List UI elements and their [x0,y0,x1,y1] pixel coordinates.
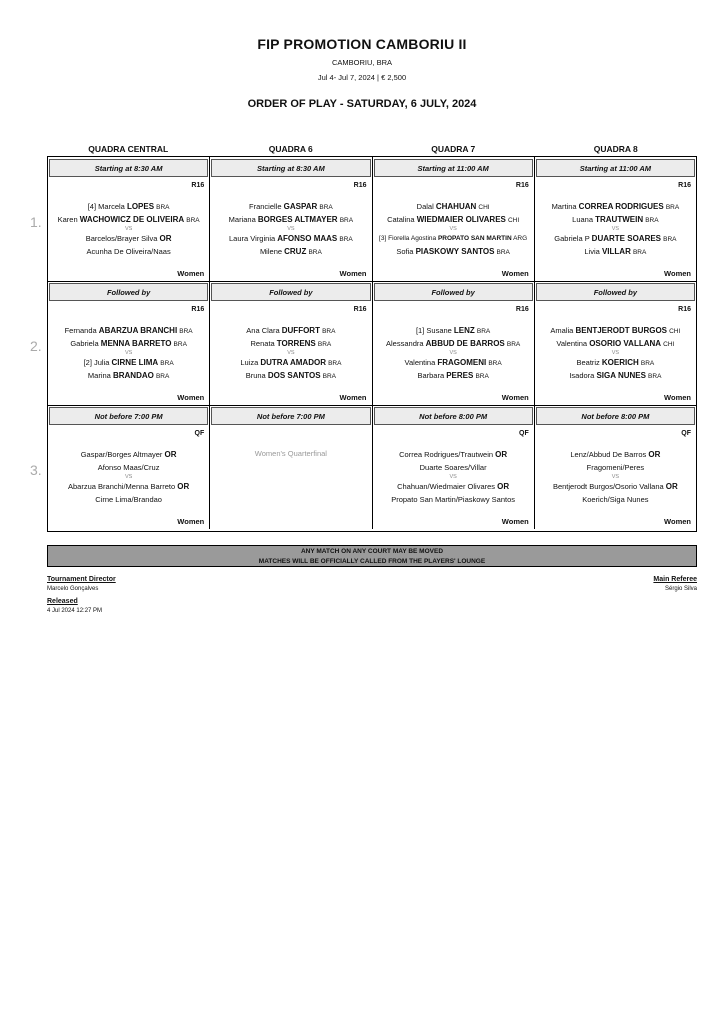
team-line [48,494,209,507]
player-first-name: Bruna [245,370,266,380]
team-line [48,449,209,462]
round-label: QF [681,430,691,437]
referee-name: Sérgio Silva [664,586,697,592]
placeholder-note: Women's Quarterfinal [254,449,327,458]
round-label: QF [519,430,529,437]
team-names: Fragomeni/Peres [586,462,645,472]
player-first-name: Milene [259,246,283,256]
player-country: BRA [476,328,491,335]
player-line [210,201,371,214]
start-time: Followed by [374,283,533,301]
team-line [373,462,534,475]
player-country: ARG [513,235,528,242]
row-number: 3. [30,462,42,478]
player-last-name: DUARTE SOARES [591,234,662,243]
start-time: Starting at 11:00 AM [536,159,695,177]
player-first-name: Ana Clara [246,326,280,335]
player-last-name: AFONSO MAAS [277,234,338,243]
match-lines [535,201,696,258]
player-country: BRA [339,216,354,224]
player-line [535,246,696,259]
player-line [210,370,371,383]
player-country: BRA [319,204,333,211]
player-line [210,246,371,259]
match-cell [48,405,210,529]
player-line [48,357,209,370]
match-cell [210,405,372,529]
player-first-name: Livia [584,246,600,256]
category-label: Women [501,393,529,402]
player-first-name: Julia [94,358,110,367]
or-label: OR [164,450,177,459]
player-first-name: Francielle [249,202,282,211]
or-label: OR [648,450,661,459]
row-number: 2. [30,338,42,354]
team-names: Bentjerodt Burgos/Osorio Vallana [552,482,664,491]
player-first-name: Fiorella Agostina [388,235,437,242]
player-line [373,370,534,383]
player-first-name: Karen [57,214,78,224]
player-line [48,370,209,383]
tournament-location: CAMBORIU, BRA [331,58,392,67]
player-country: BRA [475,372,489,380]
category-label: Women [501,517,529,526]
director-name: Marcelo Gonçalves [47,586,99,592]
team-names: Koerich/Siga Nunes [582,494,649,504]
team-line [535,462,696,475]
player-last-name: ABBUD DE BARROS [425,338,505,348]
or-label: OR [665,482,678,491]
round-label: R16 [678,306,691,313]
team-names: Afonso Maas/Cruz [97,462,160,472]
player-first-name: Dalal [416,202,434,211]
player-country: BRA [328,360,342,367]
player-seed: [1] [415,326,425,335]
match-lines [48,325,209,382]
team-line [373,481,534,494]
player-first-name: Gabriela [70,338,99,348]
schedule-row [48,281,696,405]
category-label: Women [177,393,205,402]
round-label: R16 [191,182,205,189]
player-first-name: Susane [426,326,452,335]
start-time: Not before 8:00 PM [374,407,533,425]
match-lines [48,201,209,258]
player-first-name: Barbara [417,370,445,380]
match-cell [48,157,210,281]
player-last-name: DUFFORT [281,326,320,335]
team-names: Lenz/Abbud De Barros [570,450,647,459]
start-time: Starting at 11:00 AM [374,159,533,177]
player-last-name: SIGA NUNES [596,370,646,380]
match-lines [210,325,371,382]
player-first-name: Gabriela P [554,234,590,243]
footer-left [47,576,116,614]
player-country: CHI [507,216,520,224]
match-lines [210,201,371,258]
start-time: Followed by [49,283,208,301]
referee-label: Main Referee [653,576,697,583]
player-last-name: PIASKOWY SANTOS [415,246,495,256]
match-cell [210,157,372,281]
player-last-name: VILLAR [601,246,631,256]
court-headers [47,144,697,154]
player-first-name: Sofia [396,246,414,256]
vs-label: VS [124,474,133,480]
player-country: BRA [339,236,353,243]
team-names: Propato San Martin/Piaskowy Santos [391,494,516,504]
player-first-name: Catalina [387,214,415,224]
player-last-name: GASPAR [283,202,318,211]
player-country: BRA [308,248,322,256]
player-last-name: BORGES ALTMAYER [257,214,338,224]
category-label: Women [339,393,367,402]
player-line [48,201,209,214]
player-last-name: DOS SANTOS [267,370,321,380]
player-country: BRA [506,340,521,348]
player-line [373,338,534,351]
team-names: Correa Rodrigues/Trautwein [399,450,494,459]
player-line [535,214,696,227]
footer-right [653,576,697,592]
match-cell [373,157,535,281]
player-last-name: LOPES [126,202,155,211]
round-label: R16 [515,306,529,313]
player-country: BRA [179,328,193,335]
match-lines [373,201,534,258]
player-country: BRA [322,372,337,380]
player-line [535,325,696,338]
vs-label: VS [449,474,457,480]
or-label: OR [497,482,510,491]
player-last-name: BRANDAO [112,370,154,380]
player-last-name: MENNA BARRETO [100,338,172,348]
player-first-name: Fernanda [64,326,97,335]
match-cell [373,405,535,529]
court-header: QUADRA 6 [268,144,313,154]
or-label: OR [177,482,190,491]
player-last-name: KOERICH [601,358,639,367]
player-first-name: Beatriz [576,358,600,367]
round-label: QF [194,430,205,437]
team-names: Acunha De Oliveira/Naas [86,246,171,256]
player-first-name: Amalia [550,326,574,335]
round-label: R16 [515,182,529,189]
round-label: R16 [191,306,205,313]
court-header: QUADRA 7 [431,144,476,154]
category-label: Women [501,269,529,278]
match-cell [48,281,210,405]
player-last-name: WIEDMAIER OLIVARES [416,214,506,224]
player-country: BRA [645,216,659,224]
start-time: Starting at 8:30 AM [49,159,208,177]
player-last-name: LENZ [453,326,475,335]
match-lines [373,449,534,506]
match-cell [535,157,696,281]
player-country: CHI [669,328,681,335]
player-line [373,325,534,338]
player-last-name: TRAUTWEIN [595,214,644,224]
player-country: BRA [496,248,510,256]
player-country: BRA [173,340,187,348]
player-seed: [3] [379,235,387,242]
row-number: 1. [30,214,42,230]
team-line [373,449,534,462]
player-first-name: Luana [572,214,594,224]
player-line [373,201,534,214]
player-line [210,214,371,227]
vs-label: VS [124,226,133,232]
player-country: BRA [155,372,170,380]
player-country: CHI [478,204,490,211]
player-country: BRA [640,360,655,367]
match-lines [535,325,696,382]
player-line [210,325,371,338]
player-last-name: CHAHUAN [435,202,477,211]
start-time: Not before 7:00 PM [211,407,370,425]
player-country: CHI [663,340,675,348]
player-first-name: Marina [87,370,111,380]
match-cell [373,281,535,405]
player-last-name: CORREA RODRIGUES [578,202,664,211]
player-last-name: WACHOWICZ DE OLIVEIRA [79,214,185,224]
team-line [535,494,696,507]
player-country: BRA [488,360,502,367]
match-cell [535,281,696,405]
player-first-name: Valentina [556,338,588,348]
match-cell [210,281,372,405]
player-country: BRA [648,372,662,380]
court-header: QUADRA 8 [593,144,638,154]
player-line [535,233,696,246]
player-line [373,233,534,246]
team-names: Duarte Soares/Villar [419,462,487,472]
match-lines [535,449,696,506]
player-line [373,357,534,370]
start-time: Starting at 8:30 AM [211,159,370,177]
schedule-row [48,405,696,529]
start-time: Not before 8:00 PM [536,407,695,425]
start-time: Followed by [211,283,370,301]
player-first-name: Laura Virginia [229,234,276,243]
round-label: R16 [678,182,691,189]
player-last-name: CRUZ [284,246,307,256]
player-seed: [2] [83,358,92,367]
court-header: QUADRA CENTRAL [88,144,169,154]
player-line [535,201,696,214]
released-value: 4 Jul 2024 12:27 PM [47,608,103,614]
team-names: Chahuan/Wiedmaier Olivares [397,482,496,491]
start-time: Not before 7:00 PM [49,407,208,425]
vs-label: VS [611,350,620,356]
player-first-name: Martina [551,202,577,211]
category-label: Women [664,269,691,278]
player-first-name: Alessandra [386,338,424,348]
tournament-dates: Jul 4- Jul 7, 2024 | € 2,500 [317,73,407,82]
player-first-name: Isadora [569,370,595,380]
vs-label: VS [287,226,295,232]
team-names: Barcelos/Brayer Silva [85,234,158,243]
team-names: Gaspar/Borges Altmayer [80,450,163,459]
player-line [535,370,696,383]
player-last-name: DUTRA AMADOR [260,358,326,367]
team-line [48,246,209,259]
tournament-title: FIP PROMOTION CAMBORIU II [257,36,467,52]
round-label: R16 [353,306,367,313]
player-first-name: Renata [250,338,275,348]
player-line [535,338,696,351]
team-names: Cirne Lima/Brandao [95,494,162,504]
player-line [210,357,371,370]
category-label: Women [177,517,205,526]
player-country: BRA [632,248,647,256]
vs-label: VS [124,350,133,356]
match-cell [535,405,696,529]
schedule-row [48,157,696,281]
round-label: R16 [353,182,367,189]
vs-label: VS [449,226,457,232]
or-label: OR [159,234,172,243]
category-label: Women [664,393,691,402]
start-time: Followed by [536,283,695,301]
player-seed: [4] [87,202,97,211]
vs-label: VS [611,474,620,480]
player-first-name: Mariana [228,214,256,224]
director-label: Tournament Director [47,576,116,583]
match-lines [48,449,209,506]
player-country: BRA [322,328,336,335]
header [0,36,724,82]
player-country: BRA [156,204,170,211]
team-line [535,449,696,462]
player-line [48,325,209,338]
notice-banner [47,545,697,567]
player-last-name: FRAGOMENI [437,358,487,367]
team-line [48,481,209,494]
schedule-grid [47,156,697,532]
player-line [210,338,371,351]
or-label: OR [495,450,508,459]
vs-label: VS [449,350,457,356]
team-line [48,233,209,246]
team-line [535,481,696,494]
category-label: Women [339,269,367,278]
category-label: Women [664,517,691,526]
team-names: Abarzua Branchi/Menna Barreto [68,482,176,491]
player-line [373,214,534,227]
player-country: BRA [317,340,332,348]
player-line [535,357,696,370]
player-last-name: CIRNE LIMA [111,358,159,367]
player-first-name: Marcela [98,202,125,211]
player-last-name: ABARZUA BRANCHI [98,326,178,335]
match-lines [373,325,534,382]
category-label: Women [177,269,205,278]
player-line [210,233,371,246]
vs-label: VS [287,350,295,356]
player-last-name: OSORIO VALLANA [589,338,662,348]
team-line [48,462,209,475]
vs-label: VS [611,226,620,232]
player-first-name: Valentina [404,358,436,367]
player-country: BRA [663,236,677,243]
notice-line: MATCHES WILL BE OFFICIALLY CALLED FROM THE PLAYERS' LOUNGE [258,557,486,565]
player-last-name: BENTJERODT BURGOS [575,326,668,335]
player-last-name: TORRENS [276,338,316,348]
released-label: Released [47,598,78,605]
player-country: BRA [160,360,174,367]
player-last-name: PERES [446,370,474,380]
order-of-play-title: ORDER OF PLAY - SATURDAY, 6 JULY, 2024 [247,98,477,110]
team-line [373,494,534,507]
player-line [373,246,534,259]
player-line [48,214,209,227]
player-last-name: PROPATO SAN MARTIN [437,235,512,242]
player-first-name: Luiza [240,358,259,367]
player-line [48,338,209,351]
notice-line: ANY MATCH ON ANY COURT MAY BE MOVED [300,548,444,555]
player-country: BRA [665,204,680,211]
player-country: BRA [186,216,200,224]
